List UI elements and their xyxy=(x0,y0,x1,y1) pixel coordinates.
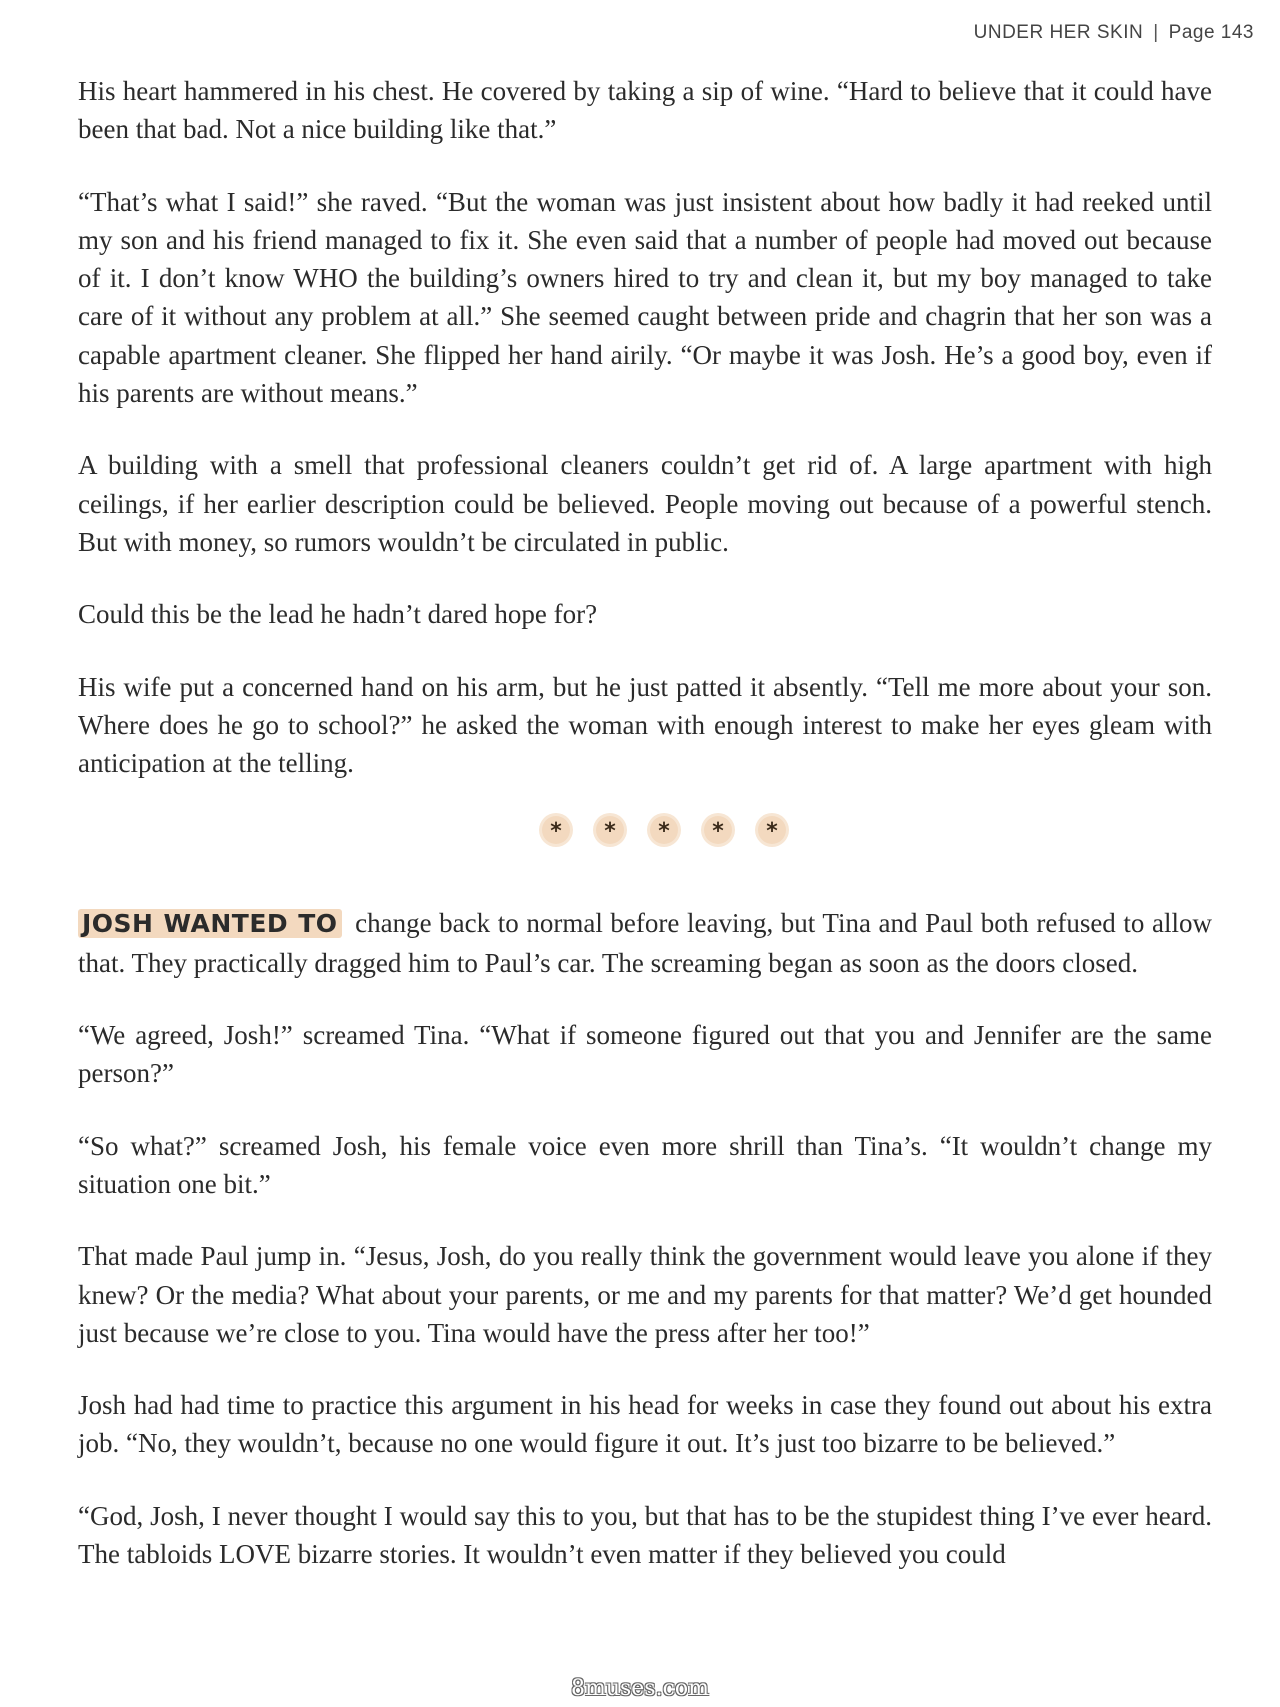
running-header xyxy=(974,22,1254,44)
paragraph: His wife put a concerned hand on his arm, but he just patted it absently. “Tell me more about your son. Where does he go to school?” he asked the woman with enough interest to make her eyes gleam with anticipation at the telling. xyxy=(78,671,1212,779)
section-lead-in: JOSH WANTED TO xyxy=(78,909,342,938)
paragraph: “That’s what I said!” she raved. “But the woman was just insistent about how badly it had reeked until my son and his friend managed to fix it. She even said that a number of people had moved out because of it. I don’t know WHO the building’s owners hired to try and clean it, but my boy managed to take care of it without any problem at all.” She seemed caught between pride and chagrin that her son was a capable apartment cleaner. She flipped her hand airily. “Or maybe it was Josh. He’s a good boy, even if his parents are without means.” xyxy=(78,186,1212,409)
scene-break-star: * xyxy=(596,816,624,844)
paragraph: His heart hammered in his chest. He covered by taking a sip of wine. “Hard to believe that it could have been that bad. Not a nice building like that.” xyxy=(78,76,1212,145)
scene-break-star: * xyxy=(542,816,570,844)
site-watermark: 8muses.com xyxy=(570,1676,710,1701)
book-title: UNDER HER SKIN xyxy=(973,22,1144,43)
page-number: Page 143 xyxy=(1168,22,1254,43)
paragraph: Josh had had time to practice this argument in his head for weeks in case they found out about his extra job. “No, they wouldn’t, because no one would figure it out. It’s just too bizarre to be believed.” xyxy=(78,1390,1212,1459)
paragraph: That made Paul jump in. “Jesus, Josh, do you really think the government would leave you alone if they knew? Or the media? What about your parents, or me and my parents for that matter? We’d get hounded just because we’re close to you. Tina would have the press after her too!” xyxy=(78,1241,1212,1348)
paragraph: “God, Josh, I never thought I would say this to you, but that has to be the stupidest thing I’ve ever heard. The tabloids LOVE bizarre stories. It wouldn’t even matter if they believed you could xyxy=(78,1500,1212,1570)
scene-break-star: * xyxy=(650,816,678,844)
header-separator: | xyxy=(1153,22,1159,43)
paragraph: “So what?” screamed Josh, his female voice even more shrill than Tina’s. “It wouldn’t change my situation one bit.” xyxy=(78,1130,1212,1199)
section-opening-text: change back to normal before leaving, but Tina and Paul both refused to allow that. They practically dragged him to Paul’s car. The screaming began as soon as the doors closed. xyxy=(78,908,1213,978)
scene-break-star: * xyxy=(704,816,732,844)
paragraph: “We agreed, Josh!” screamed Tina. “What if someone figured out that you and Jennifer are the same person?” xyxy=(78,1020,1212,1089)
scene-break-divider xyxy=(78,816,1212,844)
paragraph: Could this be the lead he hadn’t dared hope for? xyxy=(78,599,598,630)
scene-break-star: * xyxy=(758,816,786,844)
section-opening-paragraph xyxy=(78,904,1212,982)
page-body xyxy=(78,72,1212,1607)
paragraph: A building with a smell that professional cleaners couldn’t get rid of. A large apartment with high ceilings, if her earlier description could be believed. People moving out because of a powerful stench. But with money, so rumors wouldn’t be circulated in public. xyxy=(78,450,1212,557)
